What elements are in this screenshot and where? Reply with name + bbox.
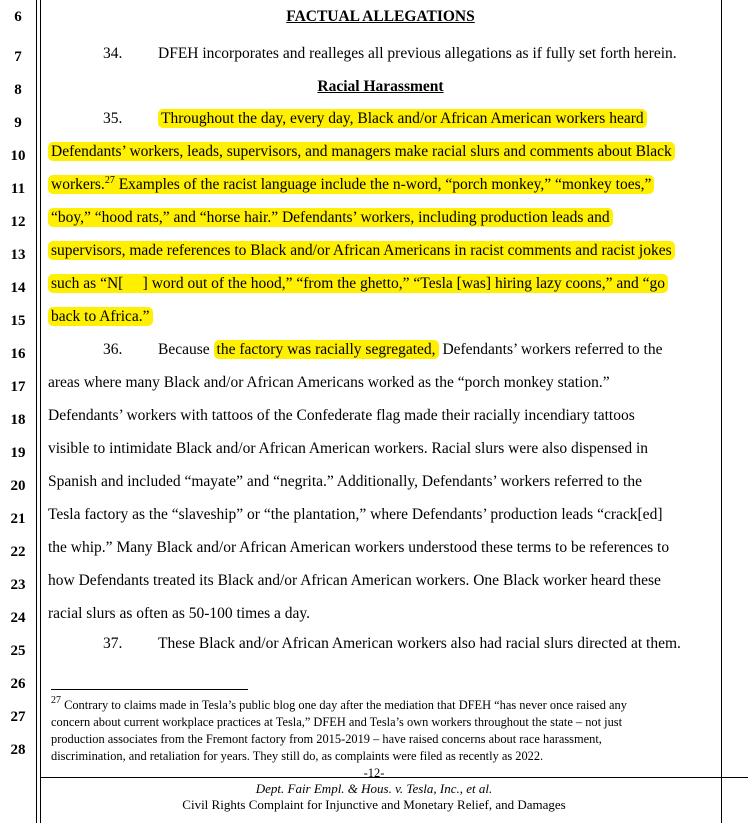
right-margin-rule bbox=[721, 0, 722, 823]
paragraph-text: Spanish and included “mayate” and “negrita.” Additionally, Defendants’ workers referred to the bbox=[48, 473, 642, 490]
highlighted-text: back to Africa.” bbox=[48, 307, 153, 326]
page-number: -12- bbox=[363, 766, 385, 780]
left-margin-rule bbox=[36, 0, 37, 823]
paragraph-number: 37. bbox=[103, 635, 123, 652]
line-number: 20 bbox=[10, 478, 26, 494]
line-number: 11 bbox=[10, 181, 26, 197]
line-number: 23 bbox=[10, 577, 26, 593]
paragraph-text: Defendants’ workers referred to the bbox=[438, 341, 663, 358]
line-number: 19 bbox=[10, 445, 26, 461]
paragraph-34 bbox=[48, 43, 713, 65]
paragraph-number: 34. bbox=[103, 45, 123, 62]
highlighted-text bbox=[48, 175, 654, 194]
line-number: 24 bbox=[10, 610, 26, 626]
line-number: 25 bbox=[10, 643, 26, 659]
highlighted-text: such as “N[ ] word out of the hood,” “from the ghetto,” “Tesla [was] hiring lazy coons,” and “go bbox=[48, 274, 668, 293]
line-number: 22 bbox=[10, 544, 26, 560]
paragraph-37 bbox=[48, 633, 713, 655]
paragraph-text: Defendants’ workers with tattoos of the Confederate flag made their racially incendiary tattoos bbox=[48, 407, 635, 424]
highlighted-text: “boy,” “hood rats,” and “horse hair.” Defendants’ workers, including production leads and bbox=[48, 208, 613, 227]
footer-document-title: Civil Rights Complaint for Injunctive and Monetary Relief, and Damages bbox=[182, 797, 566, 812]
paragraph-text: Tesla factory as the “slaveship” or “the plantation,” where Defendants’ production leads “crack[ed] bbox=[48, 506, 663, 523]
highlighted-text: Defendants’ workers, leads, supervisors, and managers make racial slurs and comments about Black bbox=[48, 142, 675, 161]
line-number: 6 bbox=[14, 9, 22, 25]
footnote-line: production associates from the Fremont factory from 2015-2019 – have raised concerns about race harassment, bbox=[51, 732, 602, 746]
line-number: 28 bbox=[10, 742, 26, 758]
line-number: 15 bbox=[10, 313, 26, 329]
highlighted-text: supervisors, made references to Black and/or African Americans in racist comments and racist jokes bbox=[48, 241, 675, 260]
footnote-line bbox=[51, 695, 721, 712]
paragraph-number: 35. bbox=[103, 110, 123, 127]
footnote-reference[interactable]: 27 bbox=[104, 175, 115, 186]
line-number: 10 bbox=[10, 148, 26, 164]
line-number: 9 bbox=[14, 115, 22, 131]
subheading-row bbox=[48, 76, 713, 98]
line-number: 7 bbox=[14, 49, 22, 65]
footer-case-caption: Dept. Fair Empl. & Hous. v. Tesla, Inc., et al. bbox=[255, 781, 493, 796]
line-number: 13 bbox=[10, 247, 26, 263]
line-number: 21 bbox=[10, 511, 26, 527]
paragraph-text: visible to intimidate Black and/or African American workers. Racial slurs were also dispensed in bbox=[48, 440, 649, 457]
line-number: 26 bbox=[10, 676, 26, 692]
line-number: 18 bbox=[10, 412, 26, 428]
section-heading: FACTUAL ALLEGATIONS bbox=[286, 8, 475, 25]
line-number: 16 bbox=[10, 346, 26, 362]
paragraph-text: areas where many Black and/or African Americans worked as the “porch monkey station.” bbox=[48, 374, 610, 391]
paragraph-text: Because bbox=[158, 341, 214, 358]
highlighted-text: Throughout the day, every day, Black and/or African American workers heard bbox=[158, 109, 647, 128]
paragraph-text: racial slurs as often as 50-100 times a day. bbox=[48, 605, 310, 622]
highlighted-text: the factory was racially segregated, bbox=[214, 340, 439, 359]
paragraph-text: DFEH incorporates and realleges all previous allegations as if fully set forth herein. bbox=[158, 45, 677, 62]
subheading: Racial Harassment bbox=[317, 78, 444, 95]
paragraph-text: how Defendants treated its Black and/or African American workers. One Black worker heard these bbox=[48, 572, 661, 589]
left-margin-rule-inner bbox=[40, 0, 41, 823]
line-number: 14 bbox=[10, 280, 26, 296]
line-number: 12 bbox=[10, 214, 26, 230]
paragraph-text: the whip.” Many Black and/or African American workers understood these terms to be references to bbox=[48, 539, 670, 556]
footnote-line: discrimination, and retaliation for years. They still do, as complaints were filed as recently as 2022. bbox=[51, 749, 544, 763]
section-heading-row bbox=[48, 6, 713, 28]
footnote-text: Contrary to claims made in Tesla’s public blog one day after the mediation that DFEH “has never once raised any bbox=[61, 698, 627, 712]
line-number: 8 bbox=[14, 82, 22, 98]
footnote-marker: 27 bbox=[51, 695, 61, 706]
footnote-separator bbox=[51, 689, 248, 690]
paragraph-number: 36. bbox=[103, 341, 123, 358]
line-number: 17 bbox=[10, 379, 26, 395]
paragraph-text: These Black and/or African American workers also had racial slurs directed at them. bbox=[158, 635, 681, 652]
highlighted-text-part: workers. bbox=[51, 176, 105, 193]
highlighted-text-part: Examples of the racist language include the n-word, “porch monkey,” “monkey toes,” bbox=[114, 176, 652, 193]
footnote-line: concern about current workplace practices at Tesla,” DFEH and Tesla’s own workers throughout the state – not just bbox=[51, 715, 623, 729]
line-number: 27 bbox=[10, 709, 26, 725]
